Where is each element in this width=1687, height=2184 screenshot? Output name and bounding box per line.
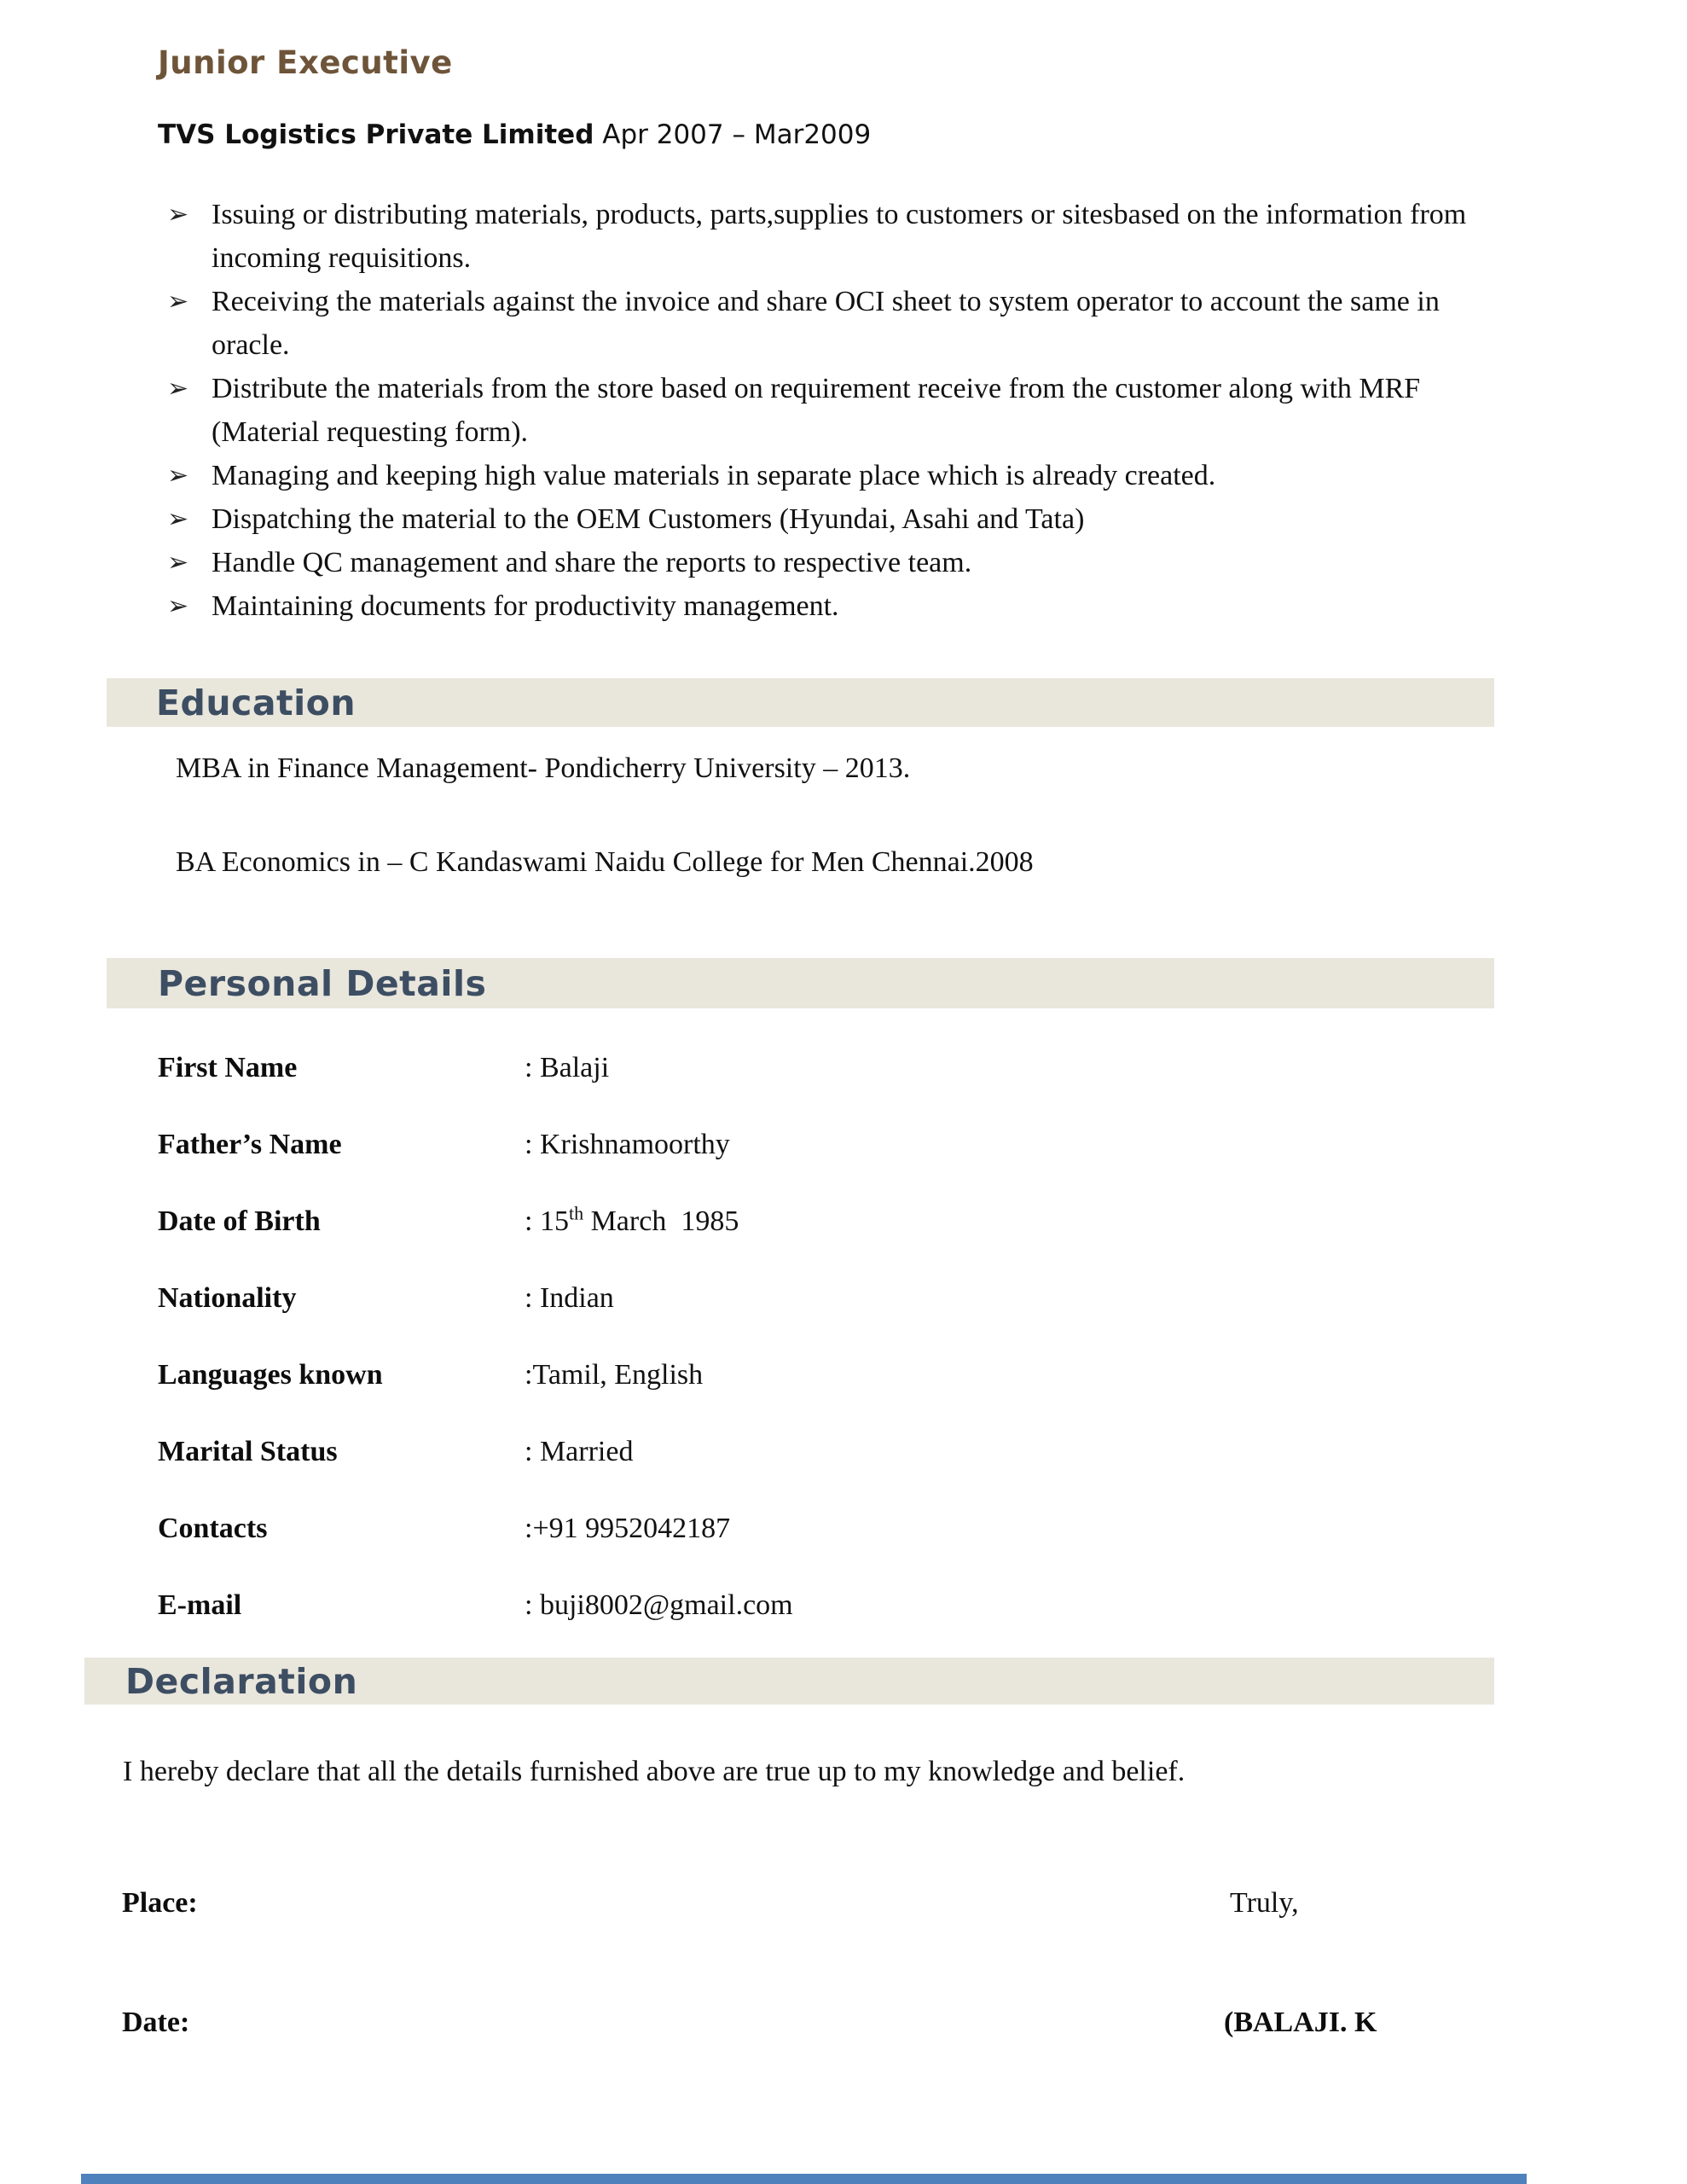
table-row <box>158 1513 1352 1545</box>
table-row <box>158 1359 1352 1391</box>
date-label: Date: <box>122 2007 190 2038</box>
arrow-bullet-icon: ➢ <box>167 287 189 317</box>
field-label: Marital Status <box>158 1436 338 1467</box>
company-dates: Apr 2007 – Mar2009 <box>594 119 872 150</box>
dob-rest: March 1985 <box>583 1205 739 1237</box>
arrow-bullet-icon: ➢ <box>167 591 189 621</box>
responsibility-text: Distribute the materials from the store based on requirement receive from the customer along with MRF (Material requesting form). <box>212 373 1421 448</box>
company-name: TVS Logistics Private Limited <box>158 119 594 150</box>
field-value: : Balaji <box>525 1052 610 1083</box>
responsibility-text: Dispatching the material to the OEM Customers (Hyundai, Asahi and Tata) <box>212 503 1085 535</box>
table-row <box>158 1129 1352 1161</box>
responsibility-text: Managing and keeping high value materials in separate place which is already created. <box>212 460 1216 491</box>
field-label: First Name <box>158 1052 298 1083</box>
field-value: : buji8002@gmail.com <box>525 1589 793 1621</box>
field-label: Contacts <box>158 1513 268 1544</box>
field-value: : Married <box>525 1436 634 1467</box>
list-item <box>167 584 1499 628</box>
list-item <box>167 280 1499 367</box>
field-value <box>525 1202 739 1238</box>
field-label: Languages known <box>158 1359 383 1391</box>
job-title: Junior Executive <box>158 44 453 81</box>
place-label: Place: <box>122 1887 198 1919</box>
education-item: BA Economics in – C Kandaswami Naidu College for Men Chennai.2008 <box>176 846 1034 878</box>
field-value: :Tamil, English <box>525 1359 704 1391</box>
responsibility-text: Maintaining documents for productivity management. <box>212 590 839 622</box>
field-label: Father’s Name <box>158 1129 342 1160</box>
arrow-bullet-icon: ➢ <box>167 374 189 404</box>
table-row <box>158 1589 1352 1622</box>
field-label: Nationality <box>158 1282 297 1314</box>
cutoff-table-bar <box>81 2174 1527 2184</box>
arrow-bullet-icon: ➢ <box>167 504 189 534</box>
declaration-text: I hereby declare that all the details furnished above are true up to my knowledge and belief. <box>123 1756 1186 1787</box>
arrow-bullet-icon: ➢ <box>167 548 189 578</box>
list-item <box>167 193 1499 280</box>
table-row <box>158 1436 1352 1468</box>
education-item: MBA in Finance Management- Pondicherry University – 2013. <box>176 752 911 784</box>
field-value: : Indian <box>525 1282 614 1314</box>
personal-details-heading: Personal Details <box>158 962 487 1004</box>
field-label: Date of Birth <box>158 1205 321 1237</box>
signature-text: (BALAJI. K <box>1224 2007 1377 2038</box>
truly-text: Truly, <box>1230 1887 1299 1919</box>
declaration-section-bar <box>84 1658 1494 1705</box>
list-item <box>167 497 1499 541</box>
table-row <box>158 1282 1352 1315</box>
field-value: : Krishnamoorthy <box>525 1129 730 1160</box>
responsibilities-list <box>167 193 1499 628</box>
responsibility-text: Handle QC management and share the reports to respective team. <box>212 547 972 578</box>
responsibility-text: Issuing or distributing materials, products, parts,supplies to customers or sitesbased on the information from incoming requisitions. <box>212 199 1467 274</box>
list-item <box>167 541 1499 584</box>
dob-ordinal-suffix: th <box>568 1202 584 1224</box>
responsibility-text: Receiving the materials against the invoice and share OCI sheet to system operator to account the same in oracle. <box>212 286 1440 361</box>
field-value: :+91 9952042187 <box>525 1513 731 1544</box>
list-item <box>167 367 1499 454</box>
list-item <box>167 454 1499 497</box>
dob-day: : 15 <box>525 1205 569 1237</box>
company-line <box>158 119 871 150</box>
field-label: E-mail <box>158 1589 242 1621</box>
table-row <box>158 1052 1352 1084</box>
education-section-bar <box>107 678 1494 727</box>
arrow-bullet-icon: ➢ <box>167 200 189 229</box>
declaration-heading: Declaration <box>125 1660 358 1702</box>
education-heading: Education <box>156 682 357 723</box>
personal-details-section-bar <box>107 958 1494 1008</box>
arrow-bullet-icon: ➢ <box>167 461 189 491</box>
table-row <box>158 1202 1352 1238</box>
